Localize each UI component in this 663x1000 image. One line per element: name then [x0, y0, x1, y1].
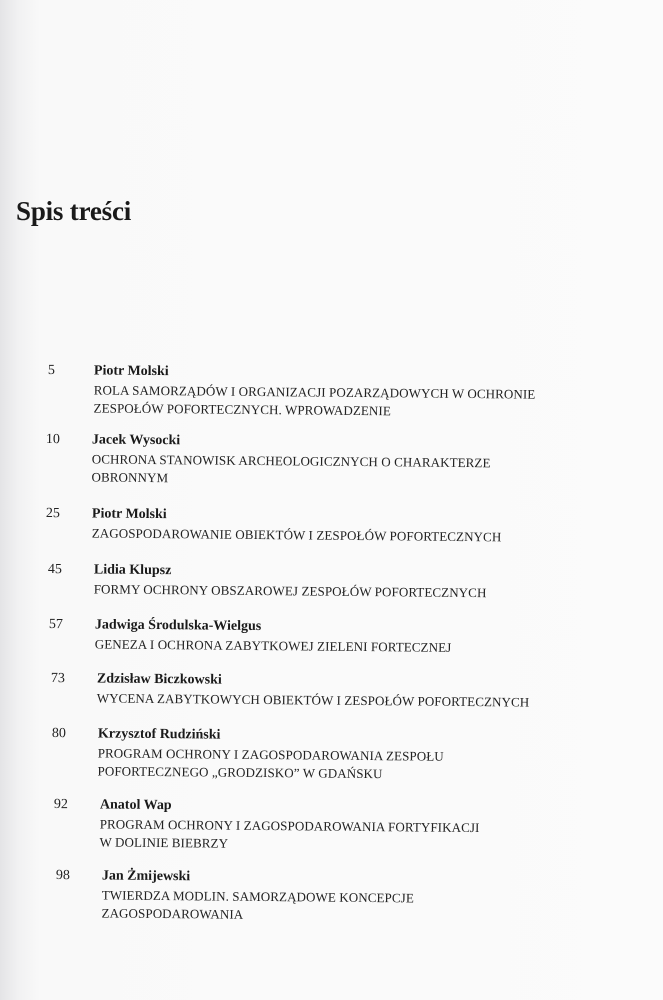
- toc-title: [101, 886, 601, 927]
- page-title: Spis treści: [16, 196, 132, 226]
- toc-author: Piotr Molski: [93, 363, 169, 380]
- toc-title: [99, 815, 599, 856]
- toc-title-line: W DOLINIE BIEBRZY: [99, 834, 229, 851]
- toc-title-line: ZAGOSPODAROWANIE OBIEKTÓW I ZESPOŁÓW POFORTECZNYCH: [91, 525, 502, 545]
- toc-page-number: 57: [48, 617, 63, 633]
- toc-title-line: ROLA SAMORZĄDÓW I ORGANIZACJI POZARZĄDOWYCH W OCHRONIE: [93, 382, 536, 402]
- toc-page-number: 98: [55, 868, 70, 884]
- toc-title: [97, 744, 597, 785]
- toc-title-line: OCHRONA STANOWISK ARCHEOLOGICZNYCH O CHARAKTERZE: [91, 451, 491, 471]
- toc-title-line: OBRONNYM: [91, 469, 169, 486]
- toc-title-line: FORMY OCHRONY OBSZAROWEJ ZESPOŁÓW POFORTECZNYCH: [93, 581, 487, 601]
- toc-author: Jan Żmijewski: [101, 868, 191, 885]
- toc-title-line: ZESPOŁÓW POFORTECZNYCH. WPROWADZENIE: [93, 400, 392, 419]
- toc-author: Zdzisław Biczkowski: [96, 671, 222, 688]
- toc-page-number: 73: [50, 671, 65, 687]
- toc-entry: [48, 617, 609, 655]
- toc-title-line: PROGRAM OCHRONY I ZAGOSPODAROWANIA ZESPOŁU: [97, 745, 444, 764]
- toc-author: Jadwiga Środulska-Wielgus: [94, 617, 262, 635]
- toc-title-line: WYCENA ZABYTKOWYCH OBIEKTÓW I ZESPOŁÓW POFORTECZNYCH: [96, 690, 530, 710]
- toc-entry: [51, 726, 612, 782]
- toc-entry: [50, 671, 611, 710]
- toc-title-line: PROGRAM OCHRONY I ZAGOSPODAROWANIA FORTYFIKACJI: [99, 816, 480, 836]
- toc-entry: [47, 363, 608, 419]
- toc-page-number: 25: [45, 506, 60, 522]
- toc-entry: [53, 797, 614, 851]
- toc-title-line: ZAGOSPODAROWANIA: [101, 905, 244, 922]
- toc-title: [97, 689, 597, 712]
- toc-title-line: TWIERDZA MODLIN. SAMORZĄDOWE KONCEPCJE: [101, 887, 414, 906]
- toc-title: [92, 524, 592, 547]
- toc-page-number: 92: [53, 797, 68, 813]
- toc-page-number: 45: [47, 562, 62, 578]
- toc-author: Piotr Molski: [91, 506, 167, 523]
- toc-entry: [45, 506, 606, 545]
- toc-page-number: 80: [51, 726, 66, 742]
- toc-author: Krzysztof Rudziński: [97, 726, 221, 743]
- toc-entry: [45, 432, 606, 486]
- toc-page-number: 5: [47, 363, 55, 379]
- toc-entry: [47, 562, 608, 601]
- toc-title-line: GENEZA I OCHRONA ZABYTKOWEJ ZIELENI FORTECZNEJ: [94, 636, 452, 655]
- toc-title: [93, 381, 593, 422]
- toc-page-number: 10: [45, 432, 60, 448]
- toc-entry: [55, 868, 616, 922]
- toc-title: [91, 450, 591, 491]
- toc-author: Jacek Wysocki: [91, 432, 181, 449]
- toc-title-line: POFORTECZNEGO „GRODZISKO” W GDAŃSKU: [97, 763, 383, 782]
- toc-author: Anatol Wap: [99, 797, 172, 814]
- toc-author: Lidia Klupsz: [93, 562, 172, 579]
- toc-title: [94, 580, 594, 603]
- toc-title: [95, 635, 595, 658]
